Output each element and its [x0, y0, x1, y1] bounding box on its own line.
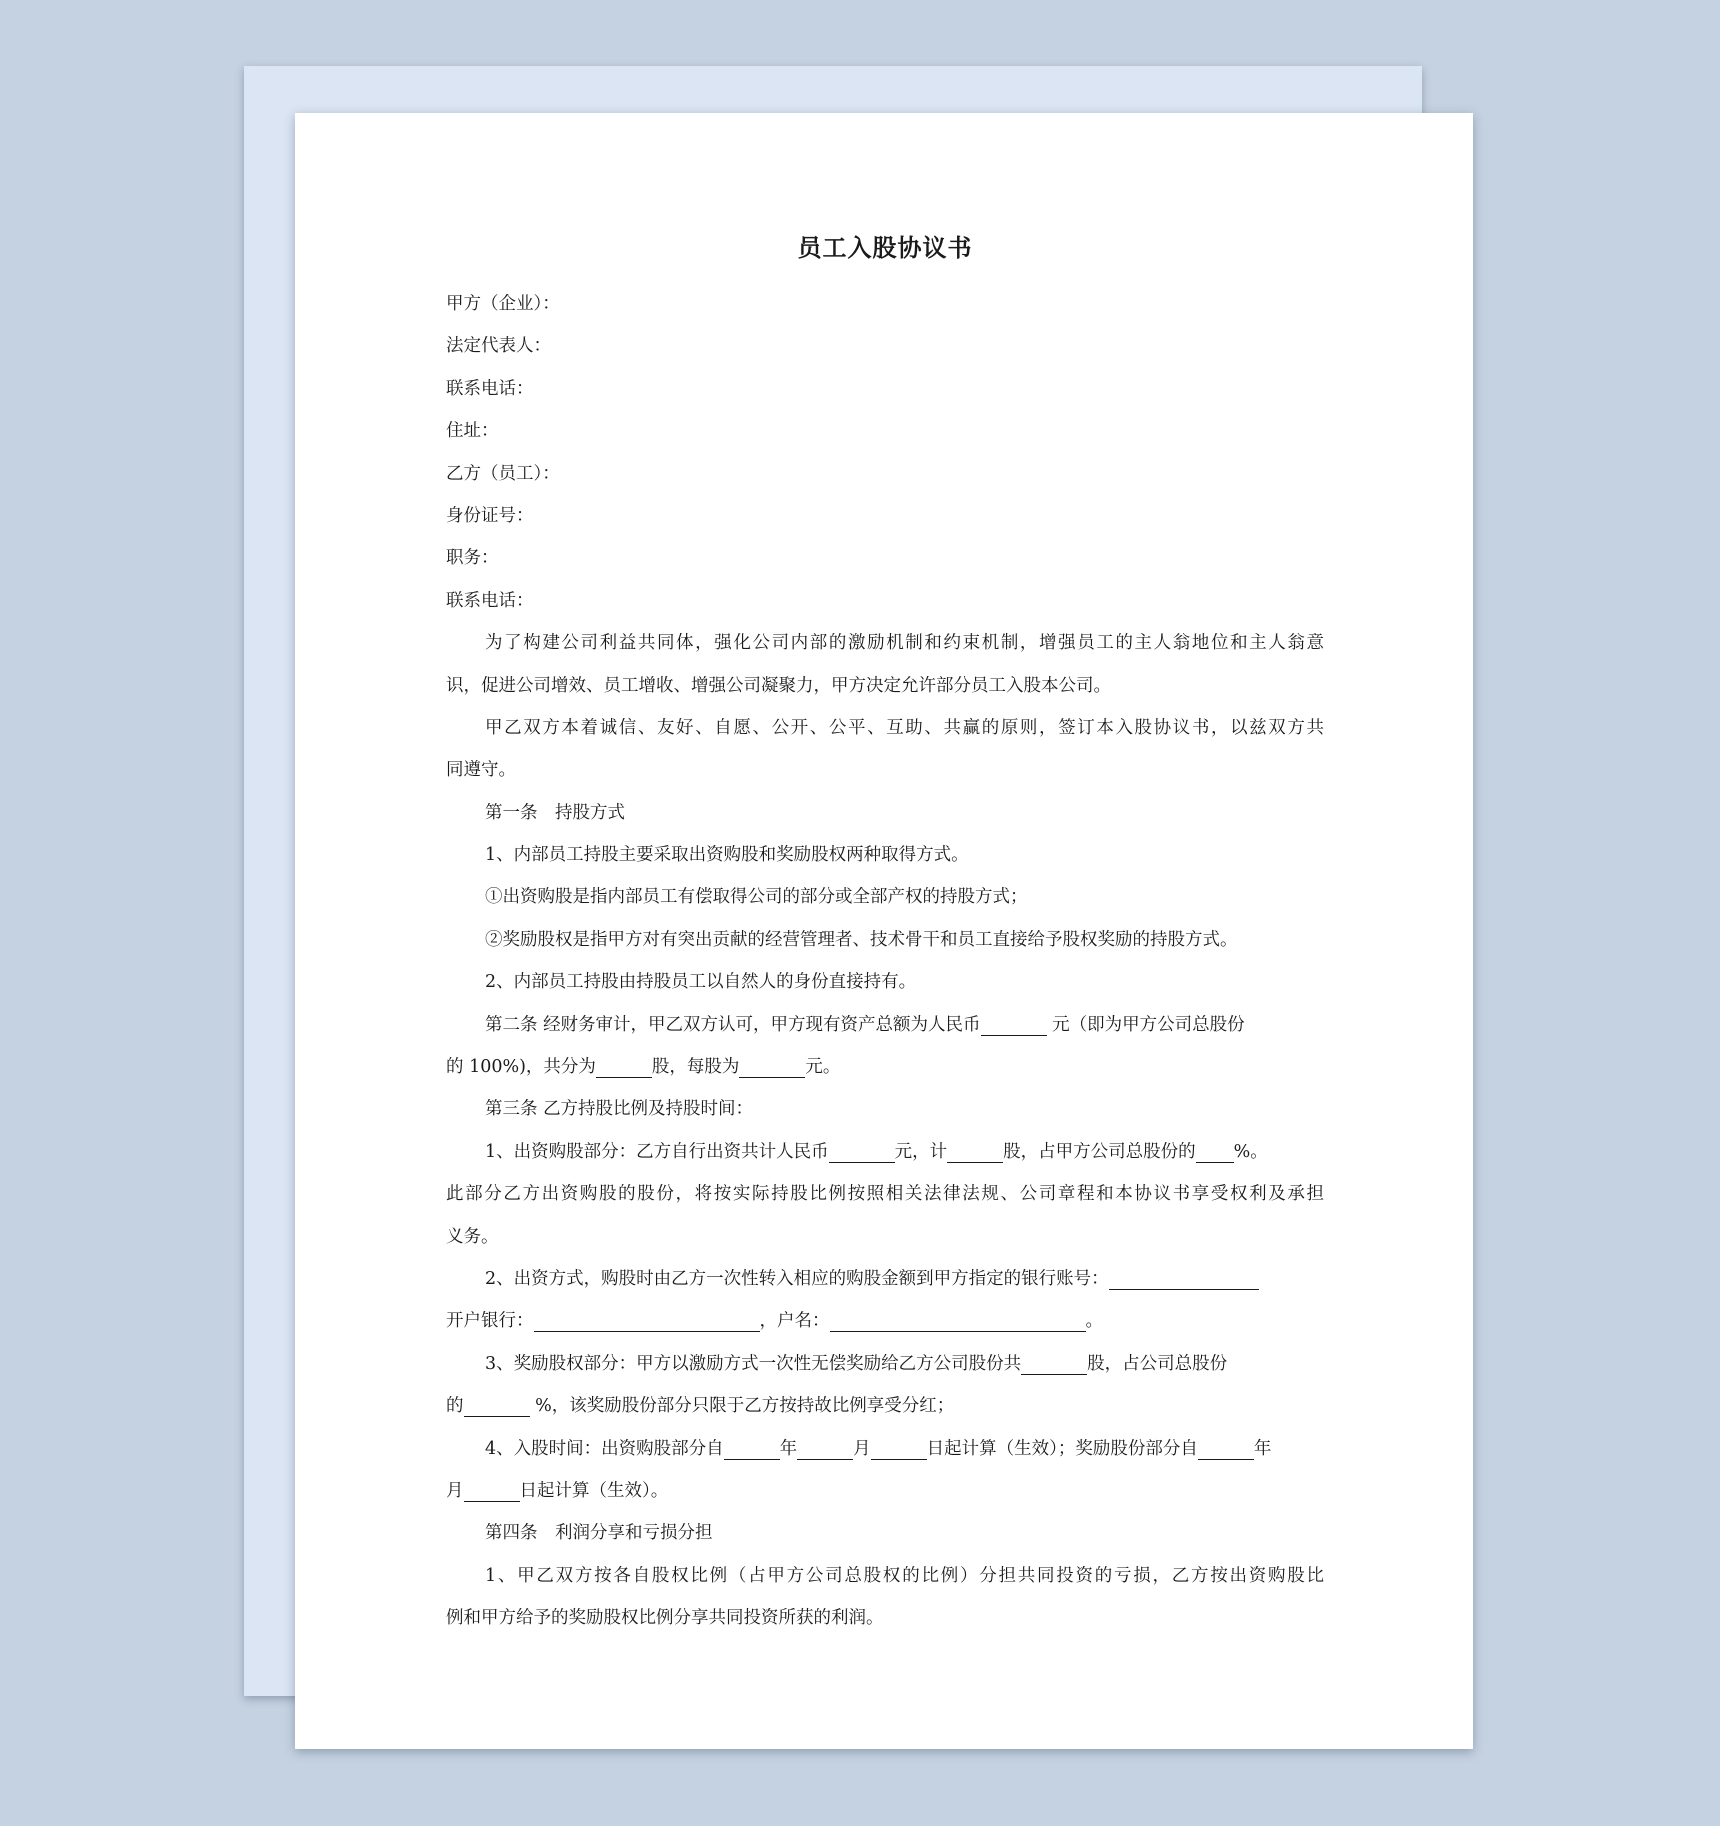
article-heading: 第三条 乙方持股比例及持股时间： [485, 1099, 754, 1120]
party-field: 甲方（企业）： [446, 294, 560, 314]
fill-blank [871, 1437, 927, 1460]
clause-text: 2、内部员工持股由持股员工以自然人的身份直接持有。 [485, 972, 917, 993]
fill-blank [797, 1437, 853, 1460]
clause-text: 开户银行： [446, 1311, 534, 1332]
fill-blank [464, 1394, 530, 1417]
fill-blank [829, 1140, 895, 1163]
clause-text: 的 100%)，共分为 [446, 1057, 596, 1078]
clause-text: 元，计 [894, 1141, 948, 1162]
article-2-line [446, 1046, 1324, 1088]
article-2-line [446, 1004, 1324, 1046]
clause-text: 此部分乙方出资购股的股份，将按实际持股比例按照相关法律法规、公司章程和本协议书享受权利及承担 [446, 1184, 1324, 1205]
clause-text: 月 [446, 1480, 464, 1501]
clause-text: 3、奖励股权部分：甲方以激励方式一次性无偿奖励给乙方公司股份共 [485, 1353, 1022, 1374]
clause-text: 股，占公司总股份 [1087, 1353, 1228, 1374]
clause-text: 月 [853, 1438, 871, 1459]
clause-text: 股，占甲方公司总股份的 [1003, 1141, 1196, 1162]
intro-paragraph-line: 同遵守。 [446, 760, 516, 781]
document-title: 员工入股协议书 [797, 233, 973, 262]
article-3-line [446, 1131, 1324, 1173]
article-3-line [446, 1343, 1324, 1385]
bank-name-blank [534, 1309, 760, 1332]
party-field: 身份证号： [446, 505, 534, 526]
clause-text: %，该奖励股份部分只限于乙方按持故比例享受分红； [529, 1396, 955, 1417]
clause-text: 。 [1085, 1311, 1103, 1332]
party-field: 法定代表人： [446, 336, 551, 357]
clause-text: 日起计算（生效）；奖励股份部分自 [926, 1438, 1198, 1459]
clause-text: 年 [779, 1438, 798, 1459]
fill-blank [947, 1140, 1003, 1163]
intro-paragraph-line: 识，促进公司增效、员工增收、增强公司凝聚力，甲方决定允许部分员工入股本公司。 [446, 675, 1111, 696]
clause-text: 1、出资购股部分：乙方自行出资共计人民币 [485, 1141, 829, 1162]
clause-text: ①出资购股是指内部员工有偿取得公司的部分或全部产权的持股方式； [485, 887, 1028, 908]
clause-text: 股，每股为 [651, 1057, 740, 1078]
clause-text: 第二条 经财务审计，甲乙双方认可，甲方现有资产总额为人民币 [485, 1014, 981, 1035]
intro-paragraph-line: 为了构建公司利益共同体，强化公司内部的激励机制和约束机制，增强员工的主人翁地位和主人翁意 [485, 633, 1324, 654]
clause-text: 1、内部员工持股主要采取出资购股和奖励股权两种取得方式。 [485, 845, 969, 866]
fill-blank [1021, 1352, 1087, 1375]
clause-text: ，户名： [759, 1311, 830, 1332]
fill-blank [1198, 1437, 1254, 1460]
fill-blank [724, 1437, 780, 1460]
article-3-line [446, 1300, 1324, 1342]
party-field: 联系电话： [446, 590, 534, 611]
account-name-blank [830, 1309, 1086, 1332]
document-page [295, 113, 1473, 1749]
clause-text: 元（即为甲方公司总股份 [1046, 1014, 1245, 1035]
clause-text: 的 [446, 1396, 464, 1417]
document-body [446, 283, 1324, 1640]
article-3-line [446, 1258, 1324, 1300]
clause-text: 2、出资方式，购股时由乙方一次性转入相应的购股金额到甲方指定的银行账号： [485, 1268, 1109, 1289]
article-heading: 第一条 持股方式 [485, 802, 625, 823]
party-field: 联系电话： [446, 378, 534, 399]
clause-text: 例和甲方给予的奖励股权比例分享共同投资所获的利润。 [446, 1608, 884, 1629]
fill-blank [739, 1055, 805, 1078]
article-3-line [446, 1428, 1324, 1470]
article-3-line [446, 1385, 1324, 1427]
fill-blank [464, 1479, 520, 1502]
article-heading: 第四条 利润分享和亏损分担 [485, 1523, 713, 1544]
clause-text: 元。 [805, 1057, 841, 1078]
clause-text: 4、入股时间：出资购股部分自 [485, 1438, 724, 1459]
fill-blank [596, 1055, 652, 1078]
intro-paragraph-line: 甲乙双方本着诚信、友好、自愿、公开、公平、互助、共赢的原则，签订本入股协议书，以兹双方共 [485, 717, 1324, 738]
fill-blank [1196, 1140, 1234, 1163]
clause-text: 年 [1253, 1438, 1272, 1459]
party-field: 住址： [446, 421, 499, 442]
article-3-line [446, 1470, 1324, 1512]
clause-text: 1、甲乙双方按各自股权比例（占甲方公司总股权的比例）分担共同投资的亏损，乙方按出资购股比 [485, 1565, 1324, 1586]
party-field: 职务： [446, 548, 499, 569]
fill-blank [981, 1013, 1047, 1036]
clause-text: ②奖励股权是指甲方对有突出贡献的经营管理者、技术骨干和员工直接给予股权奖励的持股方式。 [485, 929, 1238, 950]
party-field: 乙方（员工）： [446, 463, 560, 484]
clause-text: %。 [1233, 1141, 1268, 1162]
clause-text: 义务。 [446, 1226, 499, 1247]
bank-account-blank [1109, 1267, 1259, 1290]
clause-text: 日起计算（生效）。 [519, 1480, 669, 1501]
